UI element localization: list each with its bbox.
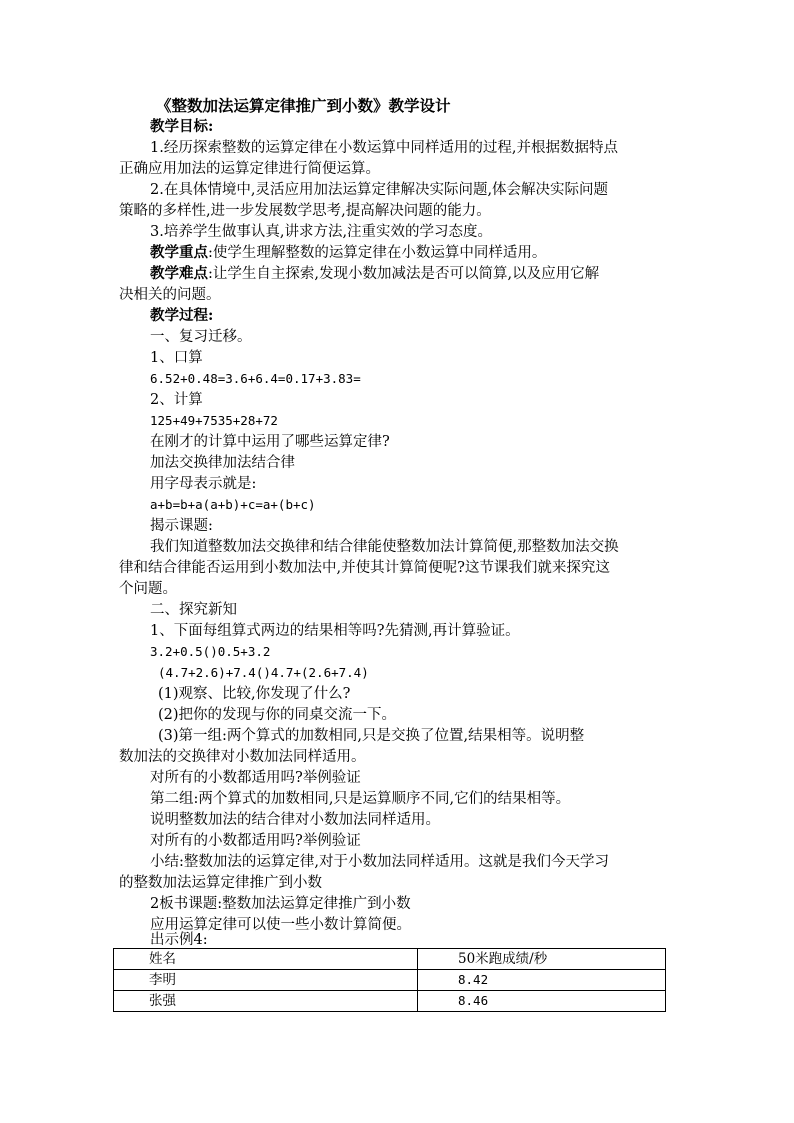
expression-group-2: (4.7+2.6)+7.4()4.7+(2.6+7.4) (158, 665, 369, 680)
difficulty-text-line-1: :让学生自主探索,发现小数加减法是否可以简算,以及应用它解 (208, 266, 600, 282)
item-oral-calc: 1、口算 (150, 350, 203, 366)
share-prompt: (2)把你的发现与你的同桌交流一下。 (158, 707, 397, 723)
answer-laws: 加法交换律加法结合律 (150, 455, 295, 471)
table-header-score: 50米跑成绩/秒 (418, 949, 666, 970)
objective-1-line-2: 正确应用加法的运算定律进行简便运算。 (119, 161, 380, 177)
objective-2-line-1: 2.在具体情境中,灵活应用加法运算定律解决实际问题,体会解决实际问题 (150, 182, 609, 198)
key-point-label: 教学重点 (150, 244, 208, 261)
calc-expression: 125+49+7535+28+72 (150, 413, 278, 428)
explore-1: 1、下面每组算式两边的结果相等吗?先猜测,再计算验证。 (150, 623, 520, 639)
difficulty-label: 教学难点 (150, 265, 208, 282)
objective-2-line-2: 策略的多样性,进一步发展数学思考,提高解决问题的能力。 (119, 203, 491, 219)
intro-line-1: 我们知道整数加法交换律和结合律能使整数加法计算简便,那整数加法交换 (150, 539, 619, 555)
apply-laws: 应用运算定律可以使一些小数计算简便。 (150, 917, 411, 933)
objective-1-line-1: 1.经历探索整数的运算定律在小数运算中同样适用的过程,并根据数据特点 (150, 140, 618, 156)
table-cell-score: 8.42 (418, 970, 666, 991)
letters-expression: a+b=b+a(a+b)+c=a+(b+c) (150, 497, 316, 512)
objective-3: 3.培养学生做事认真,讲求方法,注重实效的学习态度。 (150, 224, 493, 240)
question-laws: 在刚才的计算中运用了哪些运算定律? (150, 434, 390, 450)
table-row (114, 991, 666, 1012)
verify-question-1: 对所有的小数都适用吗?举例验证 (150, 770, 361, 786)
results-table (113, 948, 666, 1012)
table-header-name: 姓名 (114, 949, 418, 970)
difficulty (150, 264, 599, 284)
group-2: 第二组:两个算式的加数相同,只是运算顺序不同,它们的结果相等。 (150, 791, 571, 807)
summary-line-1: 小结:整数加法的运算定律,对于小数加法同样适用。这就是我们今天学习 (150, 854, 609, 870)
key-point (150, 243, 546, 263)
key-point-text: :使学生理解整数的运算定律在小数运算中同样适用。 (208, 245, 547, 261)
reveal-topic: 揭示课题: (150, 518, 213, 534)
document-title: 《整数加法运算定律推广到小数》教学设计 (156, 96, 451, 115)
observe-question: (1)观察、比较,你发现了什么? (158, 686, 351, 702)
verify-question-2: 对所有的小数都适用吗?举例验证 (150, 833, 361, 849)
table-cell-name: 张强 (114, 991, 418, 1012)
intro-line-2: 律和结合律能否运用到小数加法中,并使其计算简便呢?这节课我们就来探究这 (119, 560, 610, 576)
table-header-row (114, 949, 666, 970)
item-calc: 2、计算 (150, 392, 203, 408)
expression-group-1: 3.2+0.5()0.5+3.2 (150, 644, 271, 659)
process-heading: 教学过程: (150, 307, 214, 324)
group-1-line-2: 数加法的交换律对小数加法同样适用。 (119, 749, 366, 765)
letters-intro: 用字母表示就是: (150, 476, 257, 492)
board-title: 2板书课题:整数加法运算定律推广到小数 (150, 896, 411, 912)
section-1-heading: 一、复习迁移。 (150, 329, 252, 345)
objectives-heading: 教学目标: (150, 118, 214, 135)
summary-line-2: 的整数加法运算定律推广到小数 (119, 875, 322, 891)
oral-calc-expression: 6.52+0.48=3.6+6.4=0.17+3.83= (150, 371, 361, 386)
group-1-line-1: (3)第一组:两个算式的加数相同,只是交换了位置,结果相等。说明整 (158, 728, 585, 744)
difficulty-text-line-2: 决相关的问题。 (119, 287, 221, 303)
table-cell-score: 8.46 (418, 991, 666, 1012)
section-2-heading: 二、探究新知 (150, 602, 237, 618)
intro-line-3: 个问题。 (119, 581, 177, 597)
table-row (114, 970, 666, 991)
table-cell-name: 李明 (114, 970, 418, 991)
example-4: 出示例4: (150, 932, 208, 948)
group-2-conclusion: 说明整数加法的结合律对小数加法同样适用。 (150, 812, 440, 828)
